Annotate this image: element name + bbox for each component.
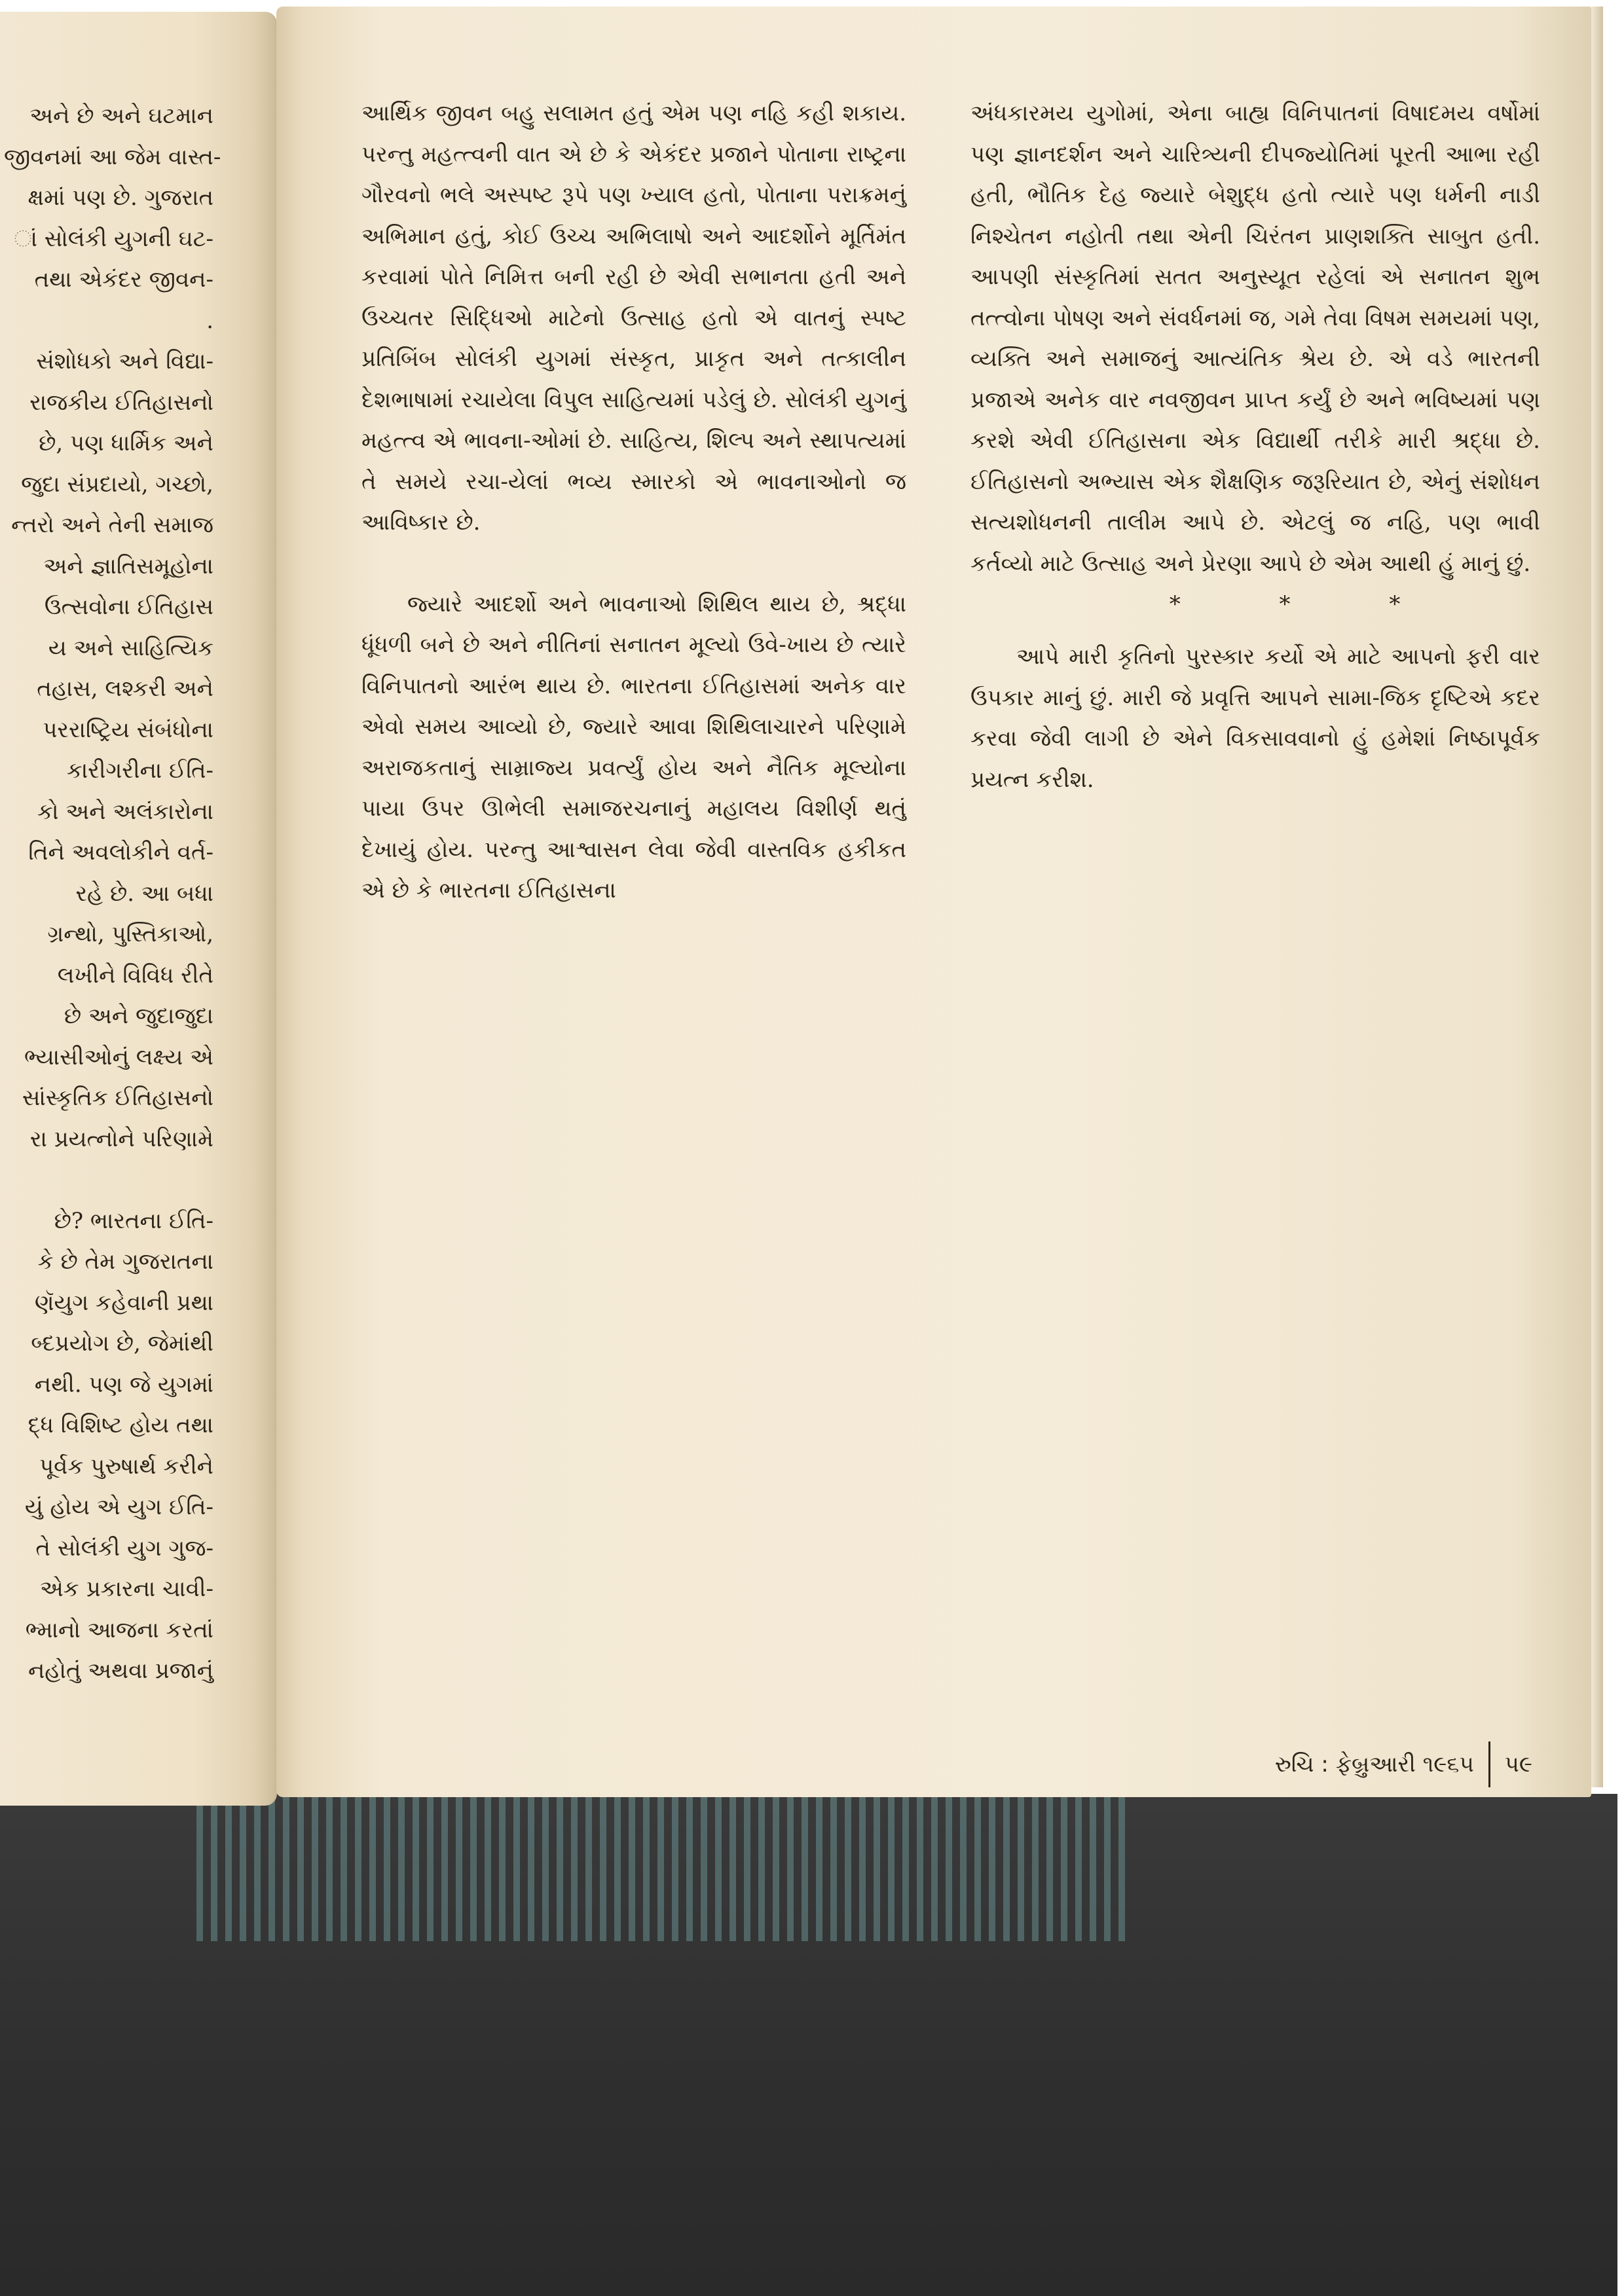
divider-star: * [1169,591,1181,617]
left-page-line: અને જ્ઞાતિસમૂહોના [43,553,213,579]
left-page-line: ાં સોલંકી યુગની ઘટ- [14,225,213,252]
left-page-line: અને છે અને ઘટમાન [29,103,213,129]
left-page-line: રા પ્રયત્નોને પરિણામે [29,1125,213,1152]
column1-paragraph-2: જ્યારે આદર્શો અને ભાવનાઓ શિથિલ થાય છે, શ્રદ્ધા ધૂંધળી બને છે અને નીતિનાં સનાતન મૂલ્યો ઉવે-ખાય છે ત્યારે વિનિપાતનો આરંભ થાય છે. ભારતના ઈતિહાસમાં અનેક વાર એવો સમય આવ્યો છે, જ્યારે આવા શિથિલાચારને પરિણામે અરાજકતાનું સામ્રાજ્ય પ્રવર્ત્યું હોય અને નૈતિક મૂલ્યોના પાયા ઉપર ઊભેલી સમાજરચનાનું મહાલય વિશીર્ણ થતું દેખાયું હોય. પરન્તુ આશ્વાસન લેવા જેવી વાસ્તવિક હકીકત એ છે કે ભારતના ઈતિહાસના [361,591,906,903]
left-page-line: સંશોધકો અને વિદ્યા- [36,348,213,374]
left-page-line: જુદા સંપ્રદાયો, ગચ્છો, [21,471,213,498]
left-page-line: નથી. પણ જે યુગમાં [34,1371,213,1398]
page-number: પ૯ [1504,1751,1532,1777]
text-column-1 [361,93,906,911]
left-page-line: યું હોય એ યુગ ઈતિ- [24,1494,213,1520]
left-page-gap [4,1159,213,1201]
column2-paragraph-1: અંધકારમય યુગોમાં, એના બાહ્ય વિનિપાતનાં વિષાદમય વર્ષોમાં પણ જ્ઞાનદર્શન અને ચારિત્ર્યની દીપજ્યોતિમાં પૂરતી આભા રહી હતી, ભૌતિક દેહ જ્યારે બેશુદ્ધ હતો ત્યારે પણ ધર્મની નાડી નિશ્ચેતન નહોતી તથા એની ચિરંતન પ્રાણશક્તિ સાબુત હતી. આપણી સંસ્કૃતિમાં સતત અનુસ્યૂત રહેલાં એ સનાતન શુભ તત્ત્વોના પોષણ અને સંવર્ધનમાં જ, ગમે તેવા વિષમ સમયમાં પણ, વ્યક્તિ અને સમાજનું આત્યંતિક શ્રેય છે. એ વડે ભારતની પ્રજાએ અનેક વાર નવજીવન પ્રાપ્ત કર્યું છે અને ભવિષ્યમાં પણ કરશે એવી ઈતિહાસના એક વિદ્યાર્થી તરીકે મારી શ્રદ્ધા છે. ઈતિહાસનો અભ્યાસ એક શૈક્ષણિક જરૂરિયાત છે, એનું સંશોધન સત્યશોધનની તાલીમ આપે છે. એટલું જ નહિ, પણ ભાવી કર્તવ્યો માટે ઉત્સાહ અને પ્રેરણા આપે છે એમ આથી હું માનું છું. [970,100,1540,577]
left-page-line: પરરાષ્ટ્રિય સંબંધોના [43,716,213,743]
left-page-line: રાજકીય ઈતિહાસનો [29,389,213,416]
footer-separator [1488,1741,1490,1787]
left-page-line: દ્ધ વિશિષ્ટ હોય તથા [28,1412,213,1438]
left-page-line: છે? ભારતના ઈતિ- [54,1207,213,1234]
divider-star: * [1279,591,1291,617]
left-page-line: છે અને જુદાજુદા [64,1003,213,1029]
scanner-artifact [196,1797,1126,1941]
divider-star: * [1389,591,1401,617]
left-page-line: નહોતું અથવા પ્રજાનું [28,1658,213,1684]
running-footer-title: રુચિ : ફેબ્રુઆરી ૧૯૬૫ [1274,1751,1474,1777]
column2-paragraph-2: આપે મારી કૃતિનો પુરસ્કાર કર્યો એ માટે આપનો ફરી વાર ઉપકાર માનું છું. મારી જે પ્રવૃત્તિ આપને સામા-જિક દૃષ્ટિએ કદર કરવા જેવી લાગી છે એને વિકસાવવાનો હું હમેશાં નિષ્ઠાપૂર્વક પ્રયત્ન કરીશ. [970,644,1540,793]
left-page-line: સાંસ્કૃતિક ઈતિહાસનો [22,1085,213,1111]
left-page-line: કારીગરીના ઈતિ- [66,757,213,784]
left-page-line: બ્દપ્રયોગ છે, જેમાંથી [31,1330,213,1357]
left-page-line: ક્ષમાં પણ છે. ગુજરાત [28,185,213,211]
left-page-line: જીવનમાં આ જેમ વાસ્ત- [4,143,221,170]
left-page-line: પૂર્વક પુરુષાર્થ કરીને [39,1453,213,1480]
left-page-line: તિને અવલોકીને વર્ત- [28,839,213,866]
left-page-line: ય અને સાહિત્યિક [48,634,213,661]
left-page-line: એક પ્રકારના ચાવી- [39,1576,213,1602]
page-footer [1275,1741,1532,1787]
left-page-line: ણૅયુગ કહેવાની પ્રથા [34,1289,213,1316]
left-page-line: . [206,307,213,334]
left-page-line: ભ્માનો આજના કરતાં [25,1616,213,1643]
text-column-2 [970,93,1540,800]
left-page-line: તહાસ, લશ્કરી અને [37,676,213,702]
left-page-text [4,96,221,1692]
left-page-line: ન્તરો અને તેની સમાજ [11,512,213,538]
left-page-line: કે છે તેમ ગુજરાતના [37,1248,213,1275]
left-page-line: રહે છે. આ બધા [75,880,213,907]
right-page [276,7,1591,1797]
column1-paragraph-1: આર્થિક જીવન બહુ સલામત હતું એમ પણ નહિ કહી શકાય. પરન્તુ મહત્ત્વની વાત એ છે કે એકંદર પ્રજાને પોતાના રાષ્ટ્રના ગૌરવનો ભલે અસ્પષ્ટ રૂપે પણ ખ્યાલ હતો, પોતાના પરાક્રમનું અભિમાન હતું, કોઈ ઉચ્ચ અભિલાષો અને આદર્શોને મૂર્તિમંત કરવામાં પોતે નિમિત્ત બની રહી છે એવી સભાનતા હતી અને ઉચ્ચતર સિદ્ધિઓ માટેનો ઉત્સાહ હતો એ વાતનું સ્પષ્ટ પ્રતિબિંબ સોલંકી યુગમાં સંસ્કૃત, પ્રાકૃત અને તત્કાલીન દેશભાષામાં રચાયેલા વિપુલ સાહિત્યમાં પડેલું છે. સોલંકી યુગનું મહત્ત્વ એ ભાવના-ઓમાં છે. સાહિત્ય, શિલ્પ અને સ્થાપત્યમાં તે સમયે રચા-યેલાં ભવ્ય સ્મારકો એ ભાવનાઓનો જ આવિષ્કાર છે. [361,100,906,536]
left-page-line: ઉત્સવોના ઈતિહાસ [44,594,213,620]
left-page-line: છે, પણ ધાર્મિક અને [39,430,213,456]
left-page-line: ગ્રન્થો, પુસ્તિકાઓ, [47,921,213,947]
left-facing-page [0,12,277,1806]
left-page-line: લખીને વિવિધ રીતે [57,962,213,989]
left-page-line: ભ્યાસીઓનું લક્ષ્ય એ [24,1044,213,1070]
left-page-line: કો અને અલંકારોના [37,798,213,825]
left-page-line: તથા એકંદર જીવન- [34,266,213,293]
section-divider [970,584,1540,625]
left-page-line: તે સોલંકી યુગ ગુજ- [35,1535,213,1561]
